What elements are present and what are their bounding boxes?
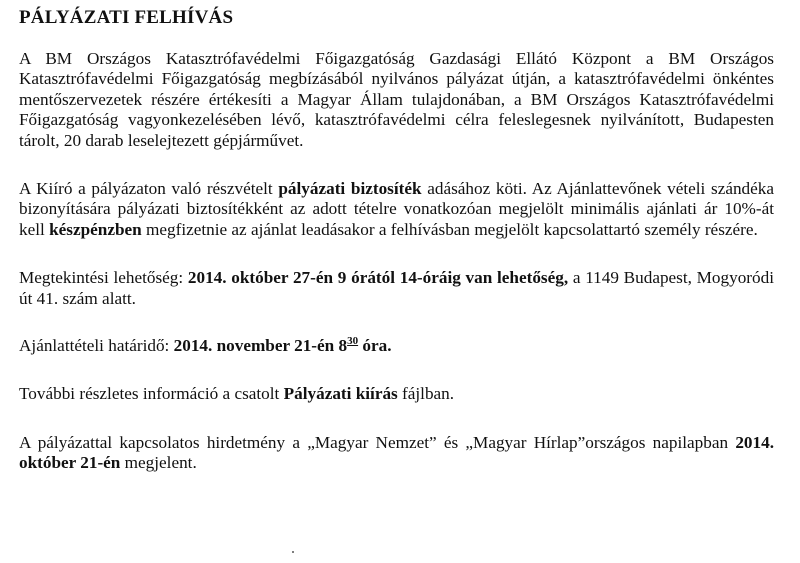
deadline-minutes: 30 — [347, 335, 359, 348]
scan-speck — [292, 551, 294, 553]
document-page — [14, 6, 774, 474]
publication-date: 2014. október 21-én — [19, 432, 774, 473]
paragraph-intro: A BM Országos Katasztrófavédelmi Főigazgatóság Gazdasági Ellátó Központ a BM Országos Katasztrófavédelmi Főigazgatóság megbízásából nyilvános pályázat útján, a katasztrófavédelmi önkéntes mentőszervezetek részére értékesíti a Magyar Állam tulajdonában, a BM Országos Katasztrófavédelmi Főigazgatóság vagyonkezelésében lévő, katasztrófavédelmi célra feleslegesnek nyilvánított, Budapesten tárolt, 20 darab leselejtezett gépjárművet. — [19, 49, 774, 150]
paragraph-deposit — [19, 179, 774, 240]
document-title: PÁLYÁZATI FELHÍVÁS — [19, 7, 234, 28]
viewing-address: a 1149 Budapest, Mogyoródi út 41. szám alatt. — [19, 268, 774, 308]
deposit-bold-1: pályázati biztosíték — [278, 179, 422, 199]
deadline-date: 2014. november 21-én 8 — [173, 336, 348, 356]
deposit-text-1: A Kiíró a pályázaton való részvételt — [19, 179, 279, 199]
paragraph-more-info — [19, 384, 774, 404]
viewing-label: Megtekintési lehetőség: — [19, 268, 188, 288]
deposit-bold-2: készpénzben — [49, 219, 142, 239]
more-info-text-1: További részletes információ a csatolt — [19, 384, 284, 404]
deadline-label: Ajánlattételi határidő: — [19, 336, 174, 356]
deposit-text-3: megfizetnie az ajánlat leadásakor a felhívásban megjelölt kapcsolattartó személy részére. — [141, 219, 758, 239]
more-info-text-2: fájlban. — [397, 384, 455, 404]
deadline-suffix: óra. — [358, 336, 392, 356]
publication-text-2: megjelent. — [120, 453, 197, 473]
more-info-bold: Pályázati kiírás — [283, 384, 398, 404]
paragraph-publication — [19, 433, 774, 474]
paragraph-deadline — [19, 336, 774, 356]
deposit-text-2: adásához köti. Az Ajánlattevőnek vételi szándéka bizonyítására pályázati biztosítékként az adott tételre vonatkozóan megjelölt minimális ajánlati ár 10%-át kell — [19, 179, 775, 239]
publication-text-1: A pályázattal kapcsolatos hirdetmény a „Magyar Nemzet” és „Magyar Hírlap”országos napilapban — [19, 432, 736, 452]
paragraph-viewing — [19, 268, 774, 309]
viewing-date: 2014. október 27-én 9 órától 14-óráig van lehetőség, — [187, 268, 569, 288]
